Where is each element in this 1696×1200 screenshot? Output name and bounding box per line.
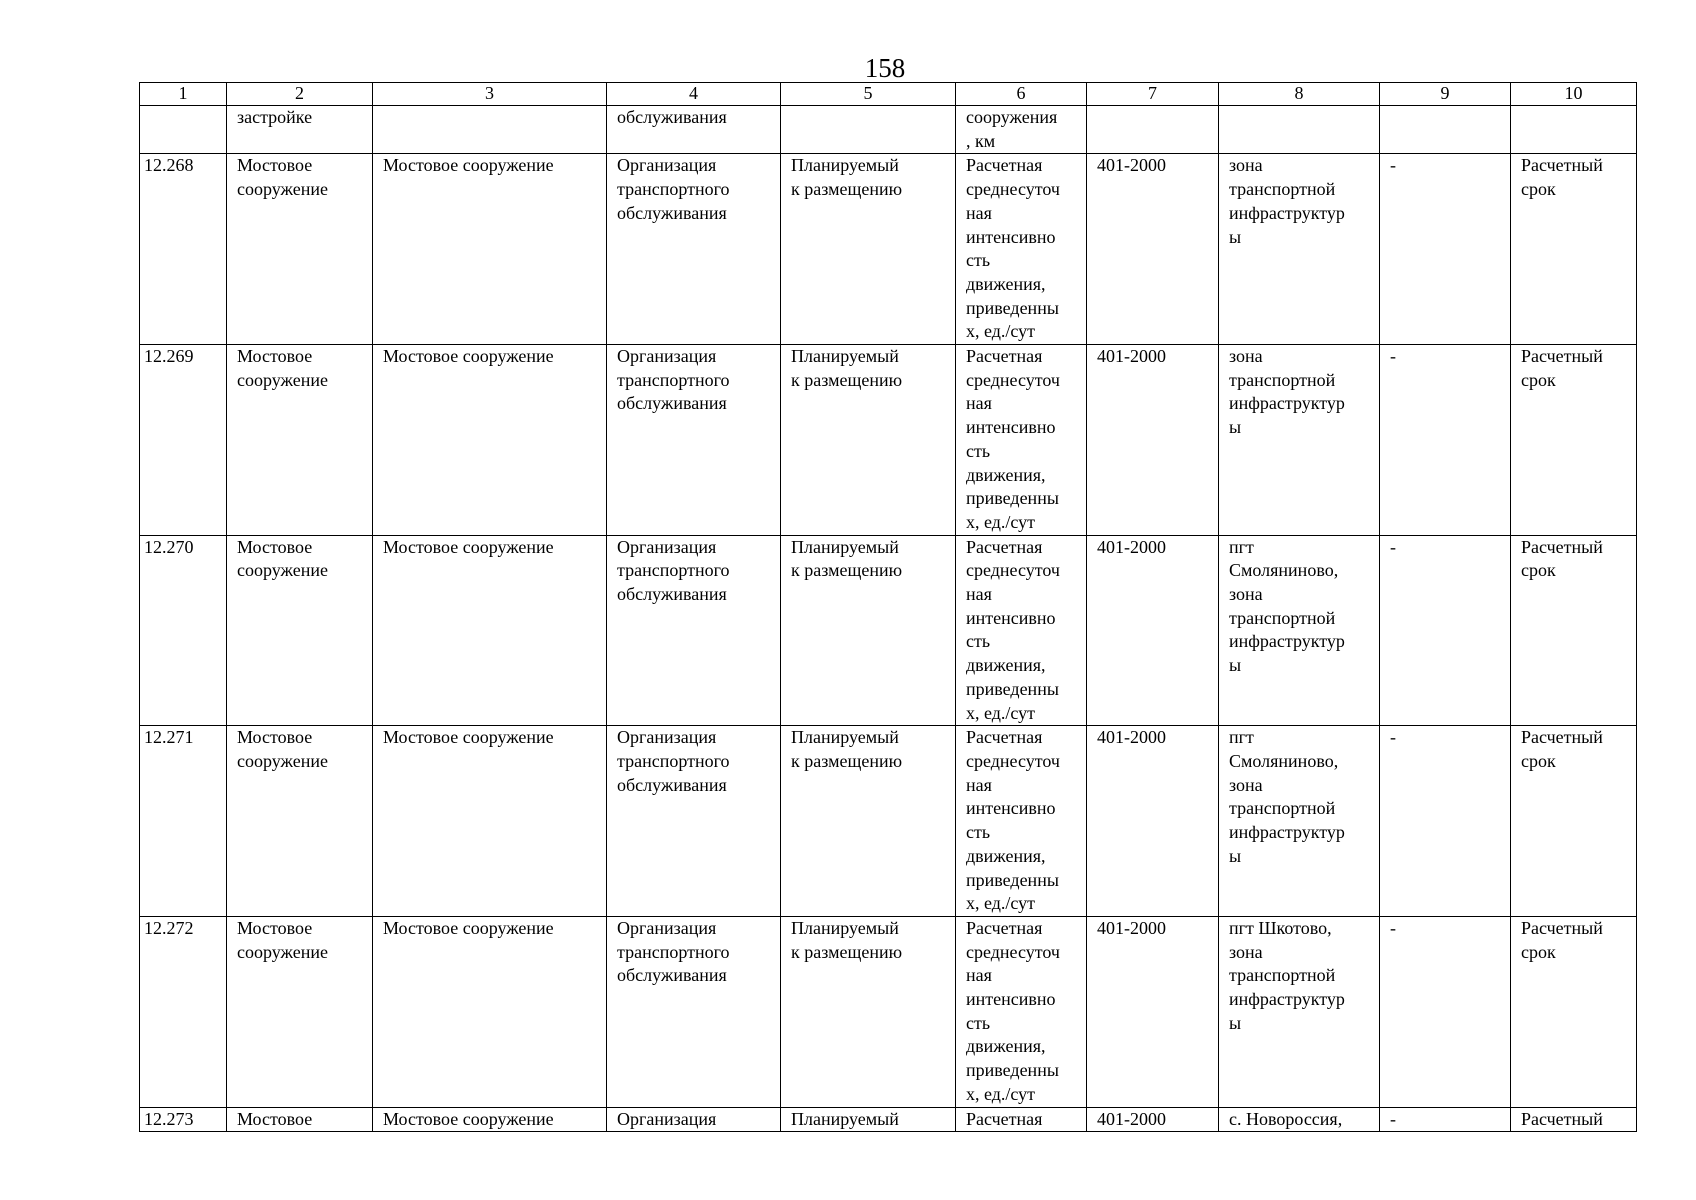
table-cell	[1511, 106, 1637, 154]
cell-text: пгт Шкотово, зона транспортной инфраструктур ы	[1229, 917, 1345, 1033]
cell-text: Мостовое сооружение	[237, 346, 328, 390]
table-row	[140, 1107, 1637, 1132]
cell-text: Расчетный срок	[1521, 536, 1603, 581]
table-cell	[956, 726, 1087, 917]
table-cell	[956, 1107, 1087, 1132]
table-cell	[1219, 535, 1380, 726]
table-cell	[373, 1107, 607, 1132]
table-cell	[140, 726, 227, 917]
cell-text: 12.270	[144, 536, 194, 557]
table-cell	[1380, 345, 1511, 536]
cell-text: -	[1390, 917, 1396, 938]
cell-text: зона транспортной инфраструктур ы	[1229, 346, 1345, 438]
cell-text: пгт Смоляниново, зона транспортной инфраструктур ы	[1229, 727, 1345, 866]
table-cell	[373, 726, 607, 917]
cell-text: 12.268	[144, 155, 194, 176]
table-cell	[781, 154, 956, 345]
table-row	[140, 154, 1637, 345]
table-cell	[1380, 535, 1511, 726]
column-number: 6	[956, 83, 1087, 106]
table-row	[140, 726, 1637, 917]
table-cell	[1219, 1107, 1380, 1132]
table-cell	[1511, 1107, 1637, 1132]
cell-text: Организация транспортного обслуживания	[617, 727, 730, 795]
column-number-row	[140, 83, 1637, 106]
cell-text: Расчетный срок	[1521, 346, 1603, 390]
table-cell	[956, 916, 1087, 1107]
cell-text: Планируемый к размещению	[791, 346, 903, 390]
table-cell	[1087, 345, 1219, 536]
cell-text: пгт Смоляниново, зона транспортной инфраструктур ы	[1229, 536, 1345, 676]
table-cell	[227, 726, 373, 917]
column-number: 9	[1380, 83, 1511, 106]
table-cell	[140, 154, 227, 345]
cell-text: Планируемый к размещению	[791, 536, 903, 581]
cell-text: Мостовое сооружение	[237, 155, 328, 200]
cell-text: Расчетный	[1521, 1108, 1603, 1129]
table-cell	[373, 535, 607, 726]
column-number: 5	[781, 83, 956, 106]
cell-text: Расчетная	[966, 1108, 1043, 1129]
cell-text: 12.269	[144, 346, 194, 367]
cell-text: застройке	[237, 107, 313, 127]
table-cell	[607, 1107, 781, 1132]
table-cell	[781, 106, 956, 154]
cell-text: 12.273	[144, 1108, 194, 1129]
table-cell	[1380, 106, 1511, 154]
cell-text: -	[1390, 346, 1396, 367]
table-cell	[227, 106, 373, 154]
column-number: 2	[227, 83, 373, 106]
table-cell	[956, 154, 1087, 345]
table-cell	[781, 535, 956, 726]
table-cell	[607, 345, 781, 536]
table-cell	[1511, 726, 1637, 917]
cell-text: обслуживания	[617, 107, 727, 127]
table-cell	[140, 345, 227, 536]
table-cell	[140, 916, 227, 1107]
cell-text: Организация транспортного обслуживания	[617, 536, 730, 605]
page-number: 158	[864, 53, 906, 83]
table-cell	[140, 535, 227, 726]
table-cell	[607, 154, 781, 345]
column-number: 8	[1219, 83, 1380, 106]
table-cell	[140, 1107, 227, 1132]
table-cell	[1380, 1107, 1511, 1132]
table-cell	[1087, 1107, 1219, 1132]
table-cell	[956, 535, 1087, 726]
cell-text: 401-2000	[1097, 917, 1166, 938]
table-cell	[1380, 916, 1511, 1107]
cell-text: Организация	[617, 1108, 717, 1129]
cell-text: -	[1390, 727, 1396, 748]
column-number: 3	[373, 83, 607, 106]
cell-text: Мостовое сооружение	[383, 536, 554, 557]
table-cell	[227, 1107, 373, 1132]
table-cell	[607, 535, 781, 726]
table-cell	[781, 345, 956, 536]
cell-text: Планируемый к размещению	[791, 727, 903, 771]
cell-text: 12.271	[144, 727, 194, 748]
cell-text: Расчетная среднесуточ ная интенсивно сть движения, приведенны х, ед./сут	[966, 346, 1060, 532]
table-cell	[1219, 106, 1380, 154]
table-cell	[1087, 916, 1219, 1107]
table-cell	[1511, 154, 1637, 345]
table-cell	[956, 106, 1087, 154]
cell-text: Организация транспортного обслуживания	[617, 346, 730, 414]
cell-text: Организация транспортного обслуживания	[617, 917, 730, 986]
table-cell	[373, 916, 607, 1107]
cell-text: -	[1390, 1108, 1396, 1129]
cell-text: 401-2000	[1097, 727, 1166, 748]
table-cell	[373, 106, 607, 154]
table-cell	[1219, 916, 1380, 1107]
table-cell	[607, 916, 781, 1107]
cell-text: Планируемый к размещению	[791, 917, 903, 962]
cell-text: зона транспортной инфраструктур ы	[1229, 155, 1345, 247]
cell-text: 401-2000	[1097, 155, 1166, 176]
table-cell	[1511, 916, 1637, 1107]
cell-text: 401-2000	[1097, 346, 1166, 367]
cell-text: Расчетная среднесуточ ная интенсивно сть движения, приведенны х, ед./сут	[966, 155, 1060, 342]
registry-table	[139, 82, 1637, 1132]
column-number: 10	[1511, 83, 1637, 106]
column-number: 7	[1087, 83, 1219, 106]
cell-text: -	[1390, 155, 1396, 176]
table-row	[140, 106, 1637, 154]
cell-text: Мостовое сооружение	[383, 155, 554, 176]
table-row	[140, 345, 1637, 536]
cell-text: Планируемый к размещению	[791, 155, 903, 200]
cell-text: Расчетный срок	[1521, 155, 1603, 200]
table-cell	[1219, 726, 1380, 917]
table-cell	[781, 1107, 956, 1132]
table-cell	[373, 154, 607, 345]
cell-text: Мостовое сооружение	[237, 536, 328, 581]
table-cell	[140, 106, 227, 154]
cell-text: Расчетная среднесуточ ная интенсивно сть движения, приведенны х, ед./сут	[966, 536, 1060, 723]
table-cell	[1087, 535, 1219, 726]
table-cell	[227, 535, 373, 726]
table-cell	[1087, 154, 1219, 345]
cell-text: Расчетный срок	[1521, 727, 1603, 771]
cell-text: 401-2000	[1097, 536, 1166, 557]
table-cell	[227, 916, 373, 1107]
cell-text: Мостовое	[237, 1108, 313, 1129]
table-cell	[607, 106, 781, 154]
table-cell	[1219, 154, 1380, 345]
table-row	[140, 535, 1637, 726]
cell-text: Расчетная среднесуточ ная интенсивно сть движения, приведенны х, ед./сут	[966, 917, 1060, 1104]
cell-text: Мостовое сооружение	[383, 346, 554, 367]
column-number: 4	[607, 83, 781, 106]
cell-text: 12.272	[144, 917, 194, 938]
cell-text: Расчетная среднесуточ ная интенсивно сть движения, приведенны х, ед./сут	[966, 727, 1060, 914]
cell-text: -	[1390, 536, 1396, 557]
table-cell	[1219, 345, 1380, 536]
table-cell	[607, 726, 781, 917]
cell-text: с. Новороссия,	[1229, 1108, 1343, 1129]
cell-text: Мостовое сооружение	[383, 917, 554, 938]
cell-text: Мостовое сооружение	[383, 727, 554, 748]
table-cell	[1087, 106, 1219, 154]
table-cell	[227, 345, 373, 536]
table-cell	[1511, 345, 1637, 536]
column-number: 1	[140, 83, 227, 106]
table-cell	[227, 154, 373, 345]
cell-text: Мостовое сооружение	[237, 727, 328, 771]
table-cell	[1380, 154, 1511, 345]
cell-text: Мостовое сооружение	[237, 917, 328, 962]
cell-text: Планируемый	[791, 1108, 899, 1129]
table-cell	[781, 916, 956, 1107]
table-cell	[1087, 726, 1219, 917]
cell-text: сооружения , км	[966, 107, 1058, 151]
table-cell	[1511, 535, 1637, 726]
cell-text: Расчетный срок	[1521, 917, 1603, 962]
cell-text: Организация транспортного обслуживания	[617, 155, 730, 223]
table-row	[140, 916, 1637, 1107]
table-cell	[781, 726, 956, 917]
table-cell	[373, 345, 607, 536]
cell-text: Мостовое сооружение	[383, 1108, 554, 1129]
table-cell	[956, 345, 1087, 536]
cell-text: 401-2000	[1097, 1108, 1166, 1129]
table-cell	[1380, 726, 1511, 917]
